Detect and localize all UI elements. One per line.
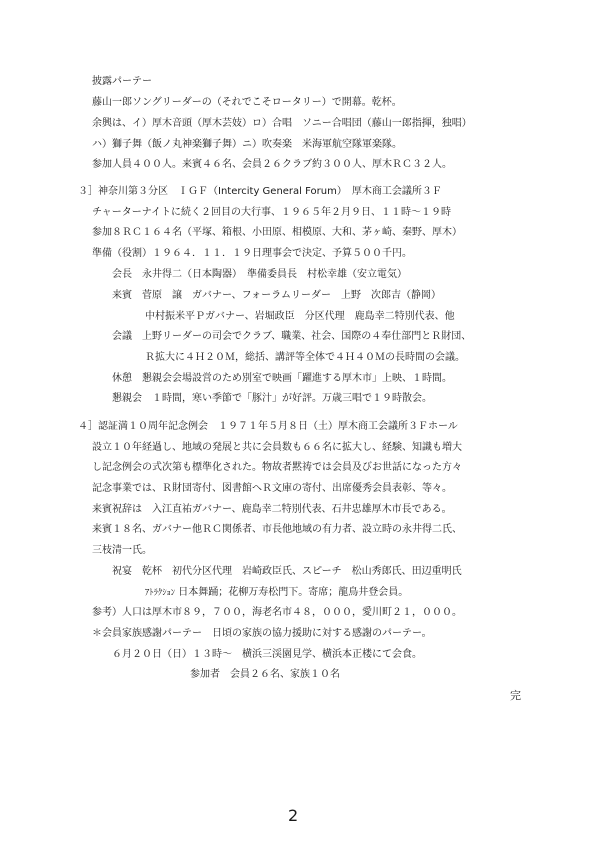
section-3-line-10: 懇親会 １時間，寒い季節で「豚汁」が好評。万歳三唱で１９時散会。	[112, 393, 432, 404]
party-line-1: 藤山一郎ソングリーダーの（それでこそロータリー）で開幕。乾杯。	[92, 97, 402, 108]
section-4-line-9: 参考）人口は厚木市８９，７００，海老名市４８，０００，愛川町２１，０００。	[92, 607, 462, 618]
section-4-line-6: 三枝清一氏。	[92, 545, 152, 556]
section-4-line-7: 祝宴 乾杯 初代分区代理 岩崎政臣氏、スピーチ 松山秀郎氏、田辺重明氏	[112, 566, 462, 577]
party-heading: 披露パーテー	[92, 76, 152, 87]
section-3-title: ３］神奈川第３分区 ＩＧＦ（Intercity General Forum） 厚木商工会議所３Ｆ	[78, 186, 442, 197]
section-4-line-8	[145, 587, 408, 599]
section-3-line-8: Ｒ拡大に４Ｈ２０Ｍ，総括、講評等全体で４Ｈ４０Ｍの長時間の会議。	[145, 352, 465, 363]
section-4-line-10: ＊会員家族感謝パーテー 日頃の家族の協力援助に対する感謝のパーテー。	[92, 628, 432, 639]
section-3-line-9: 休憩 懇親会会場設営のため別室で映画「躍進する厚木市」上映、１時間。	[112, 373, 452, 384]
section-4-line-4: 来賓祝辞は 入江直祐ガバナー、鹿島幸二特別代表、石井忠雄厚木市長である。	[92, 504, 452, 515]
section-4-line-3: 記念事業では、Ｒ財団寄付、図書館へＲ文庫の寄付、出席優秀会員表彰、等々。	[92, 483, 452, 494]
page-number: 2	[288, 806, 299, 825]
section-3-line-4: 会長 永井得二（日本陶器） 準備委員長 村松幸雄（安立電気）	[112, 269, 407, 280]
end-mark: 完	[510, 689, 521, 702]
attraction-text: 日本舞踊；花柳万寿松門下。寄席；龍鳥井登会員。	[178, 587, 409, 598]
section-3-line-7: 会議 上野リーダーの司会でクラブ、職業、社会、国際の４奉仕部門とＲ財団、	[112, 331, 472, 342]
section-3-line-3: 準備（役割）１９６４．１１．１９日理事会で決定、予算５００千円。	[92, 248, 412, 259]
party-line-2: 余興は、イ）厚木音頭（厚木芸妓）ロ）合唱 ソニー合唱団（藤山一郎指揮，独唱）	[92, 118, 472, 129]
section-4-line-5: 来賓１８名、ガバナー他ＲＣ関係者、市長他地域の有力者、設立時の永井得二氏、	[92, 524, 462, 535]
section-4-line-2: し記念例会の式次第も標準化された。物故者黙祷では会員及びお世話になった方々	[92, 462, 462, 473]
party-line-3: ハ）獅子舞（飯ノ丸神楽獅子舞）ニ）吹奏楽 米海軍航空隊軍楽隊。	[92, 139, 402, 150]
attraction-label: ｱﾄﾗｸｼｮﾝ	[145, 588, 176, 598]
section-3-line-2: 参加８ＲＣ１６４名（平塚、箱根、小田原、相模原、大和、茅ヶ崎、秦野、厚木）	[92, 227, 462, 238]
section-3-line-6: 中村振米平Ｐガバナー、岩堀政臣 分区代理 鹿島幸二特別代表、他	[145, 311, 455, 322]
section-4-line-12: 参加者 会員２６名、家族１０名	[190, 669, 340, 680]
section-4-line-11: ６月２０日（日）１３時～ 横浜三渓園見学、横浜本正楼にて会食。	[112, 649, 422, 660]
section-4-line-1: 設立１０年経過し、地域の発展と共に会員数も６６名に拡大し、経験、知識も増大	[92, 442, 462, 453]
section-3-line-1: チャーターナイトに続く２回目の大行事、１９６５年２月９日、１１時～１９時	[92, 207, 451, 218]
party-line-4: 参加人員４００人。来賓４６名、会員２６クラブ約３００人、厚木ＲＣ３２人。	[92, 159, 452, 170]
section-3-line-5: 来賓 菅原 譲 ガバナー、フォーラムリーダー 上野 次郎吉（静岡）	[112, 290, 441, 301]
section-4-title: ４］認証満１０周年記念例会 １９７１年５月８日（土）厚木商工会議所３Ｆホール	[78, 421, 458, 432]
